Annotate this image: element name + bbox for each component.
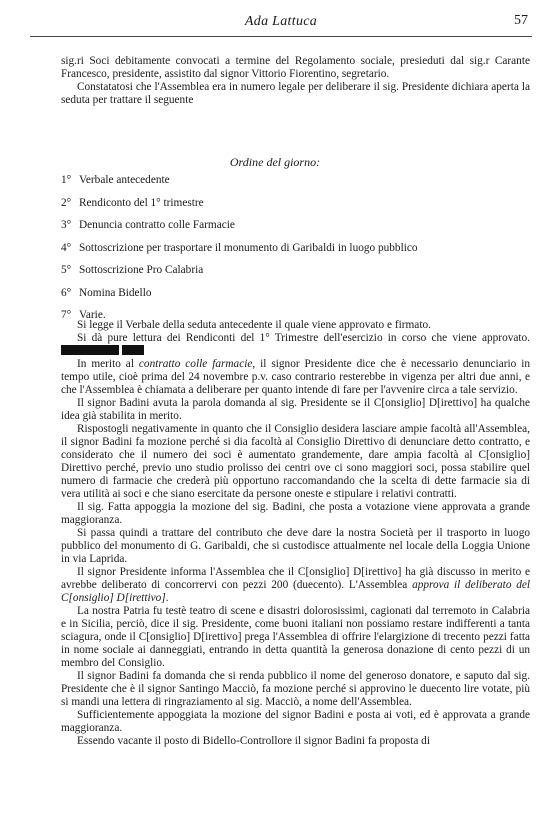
minutes-paragraph: Si legge il Verbale della seduta antecedente il quale viene approvato e firmato. bbox=[77, 319, 431, 331]
minutes-paragraph: Il sig. Fatta appoggia la mozione del sig. Badini, che posta a votazione viene approvata a grande maggioranza. bbox=[61, 501, 530, 526]
agenda-list bbox=[61, 174, 530, 332]
minutes-block bbox=[61, 319, 530, 748]
intro-block bbox=[61, 55, 530, 107]
minutes-paragraph: Si dà pure lettura dei Rendiconti del 1° Trimestre dell'esercizio in corso che viene approvato. bbox=[61, 332, 530, 358]
minutes-paragraph: La nostra Patria fu testè teatro di scene e disastri dolorosissimi, cagionati dal terremoto in Calabria e in Sicilia, perciò, dice il sig. Presidente, come buoni italiani non possiamo restare indifferenti a tanta sciagura, onde il C[onsiglio] D[irettivo] prega l'Assemblea di offrire l'elargizione di trecento pezzi fatta in nome sociale ai danneggiati, entrando in detta quantità la generosa donazione di cento pezzi di un membro del Consiglio. bbox=[61, 605, 530, 669]
agenda-item: 6° Nomina Bidello bbox=[61, 286, 152, 299]
intro-paragraph-1: sig.ri Soci debitamente convocati a termine del Regolamento sociale, presieduti dal sig.r Carante Francesco, presidente, assistito dal signor Vittorio Fiorentino, segretario. bbox=[61, 55, 530, 80]
agenda-title: Ordine del giorno: bbox=[229, 155, 321, 169]
minutes-paragraph: In merito al contratto colle farmacie, il signor Presidente dice che è necessario denunciario in tempo utile, cioè prima del 24 novembre p.v. caso contrario resterebbe in vigenza per altri due anni, e che l'Assemblea è chiamata a deliberare per quanto intende di fare per l'avvenire circa a tale servizio. bbox=[61, 358, 530, 396]
minutes-paragraph: Sufficientemente appoggiata la mozione del signor Badini e posta ai voti, ed è approvata a grande maggioranza. bbox=[61, 709, 530, 734]
running-title: Ada Lattuca bbox=[244, 14, 318, 29]
minutes-paragraph: Si passa quindi a trattare del contributo che deve dare la nostra Società per il trasporto in luogo pubblico del monumento di G. Garibaldi, che si custodisce attualmente nel locale della Loggia Unione in via Laprida. bbox=[61, 527, 530, 565]
minutes-paragraph: Il signor Badini avuta la parola domanda al sig. Presidente se il C[onsiglio] D[irettivo] ha qualche idea già stabilita in merito. bbox=[61, 397, 530, 422]
page-header bbox=[30, 10, 532, 37]
minutes-paragraph: Il signor Presidente informa l'Assemblea che il C[onsiglio] D[irettivo] ha già discusso in merito e avrebbe deliberato di concorrervi con pezzi 200 (duecento). L'Assemblea approva il deliberato del C[onsiglio] D[irettivo]. bbox=[61, 566, 530, 604]
agenda-item: 7° Varie. bbox=[61, 309, 106, 321]
redaction-mark bbox=[122, 345, 144, 355]
redaction-mark bbox=[61, 345, 119, 355]
minutes-paragraph: Il signor Badini fa domanda che si renda pubblico il nome del generoso donatore, e saputo dal sig. Presidente che è il signor Santingo Macciò, fa mozione perché si approvino le duecento lire votate, più si mandi una lettera di ringraziamento al sig. Macciò, a nome dell'Assemblea. bbox=[61, 670, 530, 708]
agenda-item: 3° Denuncia contratto colle Farmacie bbox=[61, 219, 235, 231]
agenda-item: 4° Sottoscrizione per trasportare il monumento di Garibaldi in luogo pubblico bbox=[61, 241, 418, 254]
minutes-paragraph: Rispostogli negativamente in quanto che il Consiglio desidera lasciare ampie facoltà all'Assemblea, il signor Badini fa mozione perché si dia facoltà al Consiglio Direttivo di denunciare detto contratto, e considerato che il numero dei soci è aumentato grandemente, dare ampia facoltà al C[onsiglio] Direttivo perché, previo uno studio prolisso dei centri ove ci sono maggiori soci, possa stabilire quel numero di farmacie che crederà più opportuno raccomandando che la scelta di dette farmacie sia di vera utilità ai soci e che siano esercitate da persone oneste e stipulare i relativi contratti. bbox=[61, 423, 530, 500]
agenda-item: 1° Verbale antecedente bbox=[61, 174, 170, 186]
minutes-paragraph: Essendo vacante il posto di Bidello-Controllore il signor Badini fa proposta di bbox=[77, 735, 430, 747]
intro-paragraph-2: Constatatosi che l'Assemblea era in numero legale per deliberare il sig. Presidente dichiara aperta la seduta per trattare il seguente bbox=[61, 81, 530, 106]
agenda-item: 2° Rendiconto del 1° trimestre bbox=[61, 196, 204, 209]
page-number: 57 bbox=[514, 13, 528, 28]
agenda-item: 5° Sottoscrizione Pro Calabria bbox=[61, 264, 204, 276]
